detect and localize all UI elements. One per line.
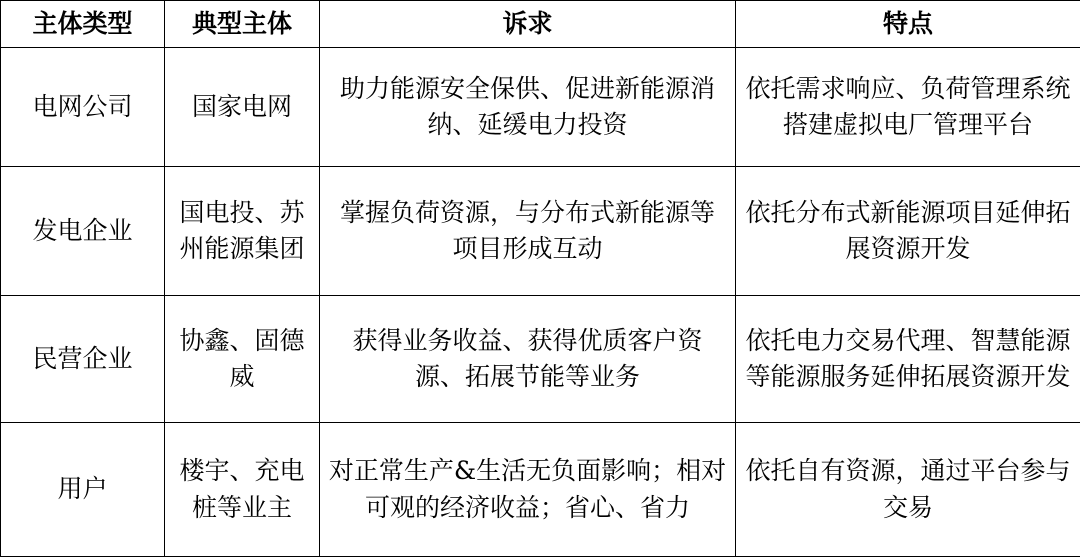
column-header-appeal: 诉求 [320,1,736,48]
column-header-feature: 特点 [736,1,1080,48]
table-header [1,1,1080,48]
cell-subject: 楼宇、充电桩等业主 [165,423,320,557]
cell-type: 用户 [1,423,165,557]
cell-type: 民营企业 [1,296,165,423]
cell-subject: 国家电网 [165,48,320,167]
cell-subject: 国电投、苏州能源集团 [165,167,320,296]
cell-appeal: 助力能源安全保供、促进新能源消纳、延缓电力投资 [320,48,736,167]
cell-appeal: 掌握负荷资源，与分布式新能源等项目形成互动 [320,167,736,296]
column-header-type: 主体类型 [1,1,165,48]
table-row [1,48,1080,167]
column-header-subject: 典型主体 [165,1,320,48]
cell-appeal: 获得业务收益、获得优质客户资源、拓展节能等业务 [320,296,736,423]
cell-feature: 依托分布式新能源项目延伸拓展资源开发 [736,167,1080,296]
cell-type: 电网公司 [1,48,165,167]
cell-feature: 依托电力交易代理、智慧能源等能源服务延伸拓展资源开发 [736,296,1080,423]
cell-appeal: 对正常生产&生活无负面影响；相对可观的经济收益；省心、省力 [320,423,736,557]
cell-feature: 依托自有资源，通过平台参与交易 [736,423,1080,557]
table-row [1,423,1080,557]
cell-type: 发电企业 [1,167,165,296]
table-header-row [1,1,1080,48]
cell-subject: 协鑫、固德威 [165,296,320,423]
cell-feature: 依托需求响应、负荷管理系统搭建虚拟电厂管理平台 [736,48,1080,167]
table-row [1,296,1080,423]
table-body [1,48,1080,557]
table-row [1,167,1080,296]
